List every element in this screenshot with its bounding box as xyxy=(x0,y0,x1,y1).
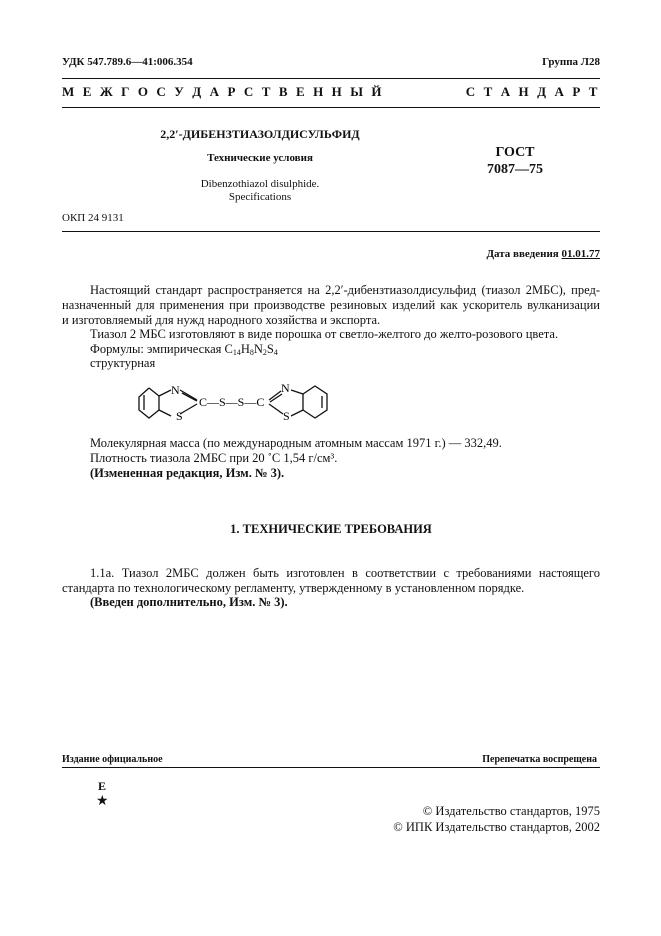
section-1-paragraph-line-1: 1.1а. Тиазол 2МБС должен быть изготовлен в соответствии с требованиями настоящего xyxy=(90,566,600,580)
footer-rule xyxy=(62,767,600,768)
introduced-note: (Введен дополнительно, Изм. № 3). xyxy=(90,595,288,609)
document-title: 2,2′-ДИБЕНЗТИАЗОЛДИСУЛЬФИД xyxy=(160,127,360,141)
left-nitrogen-label: N xyxy=(171,383,180,397)
left-sulfur-label: S xyxy=(176,409,183,423)
empirical-formula xyxy=(90,342,278,357)
header-rule-bottom xyxy=(62,107,600,108)
formula-n: N xyxy=(253,342,263,356)
official-edition: Издание официальное xyxy=(62,754,163,765)
okp-code: ОКП 24 9131 xyxy=(62,212,124,224)
density: Плотность тиазола 2МБС при 20 ˚С 1,54 г/см³. xyxy=(90,451,338,465)
formula-n-count: 2 xyxy=(262,348,267,357)
right-benzene-ring xyxy=(269,386,327,418)
banner-interstate: М Е Ж Г О С У Д А Р С Т В Е Н Н Ы Й xyxy=(62,84,385,99)
formula-s: S xyxy=(266,342,274,356)
formula-h-count: 8 xyxy=(249,348,254,357)
udk-code: УДК 547.789.6—41:006.354 xyxy=(62,56,193,68)
english-title-line-1: Dibenzothiazol disulphide. xyxy=(200,178,320,190)
structural-formula xyxy=(125,370,345,430)
paragraph-scope-line-3: и изготовляемый для нужд народного хозяйства и экспорта. xyxy=(62,313,381,327)
star-icon: ★ xyxy=(96,794,109,809)
introduction-date-label: Дата введения xyxy=(486,248,559,260)
gost-number: 7087—75 xyxy=(487,162,543,177)
paragraph-form: Тиазол 2 МБС изготовляют в виде порошка от светло-желтого до желто-розового цвета. xyxy=(90,327,559,341)
introduction-date xyxy=(486,248,600,260)
molecular-mass: Молекулярная масса (по международным атомным массам 1971 г.) — 332,49. xyxy=(90,436,502,450)
section-heading-technical-requirements: 1. ТЕХНИЧЕСКИЕ ТРЕБОВАНИЯ xyxy=(230,522,432,536)
gost-label: ГОСТ xyxy=(495,145,535,160)
formula-h: H xyxy=(240,342,250,356)
formula-c-count: 14 xyxy=(232,348,241,357)
formula-s-count: 4 xyxy=(273,348,278,357)
title-block-rule xyxy=(62,231,600,232)
structural-label: структурная xyxy=(90,356,156,370)
group-code: Группа Л28 xyxy=(542,56,600,68)
right-sulfur-label: S xyxy=(283,409,290,423)
formula-prefix: Формулы: эмпирическая C xyxy=(90,342,233,356)
copyright-2002: © ИПК Издательство стандартов, 2002 xyxy=(393,820,600,834)
mark-e: E xyxy=(98,779,107,793)
banner-standard: С Т А Н Д А Р Т xyxy=(465,84,600,99)
right-nitrogen-label: N xyxy=(281,381,290,395)
introduction-date-value: 01.01.77 xyxy=(561,248,600,260)
paragraph-scope-line-2: назначенный для применения при производстве резиновых изделий как ускоритель вулканизации xyxy=(62,298,600,312)
left-benzene-ring xyxy=(139,388,197,418)
section-1-paragraph-line-2: стандарта по технологическому регламенту, утвержденному в установленном порядке. xyxy=(62,581,525,595)
disulfide-chain-label: C—S—S—C xyxy=(199,395,265,409)
reprint-prohibited: Перепечатка воспрещена xyxy=(482,754,597,765)
english-title-line-2: Specifications xyxy=(228,191,292,203)
paragraph-scope-line-1: Настоящий стандарт распространяется на 2,2′-дибензтиазолдисульфид (тиазол 2МБС), пред- xyxy=(90,283,600,297)
document-subtitle: Технические условия xyxy=(207,152,313,164)
header-rule-top xyxy=(62,78,600,79)
revision-note: (Измененная редакция, Изм. № 3). xyxy=(90,466,285,480)
copyright-1975: © Издательство стандартов, 1975 xyxy=(422,804,600,818)
